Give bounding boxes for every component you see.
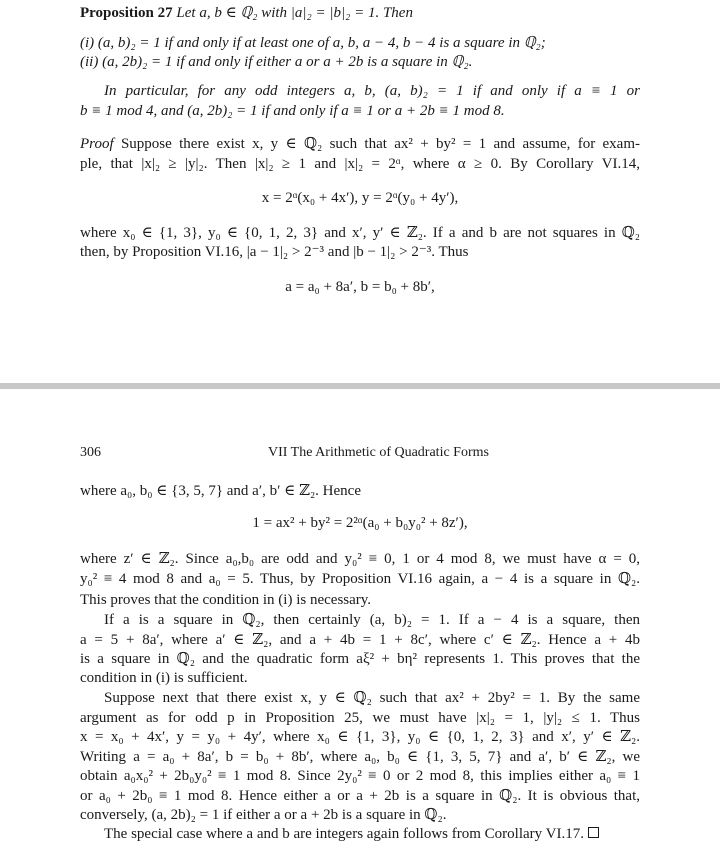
line-text-segment: Proposition 27 xyxy=(80,5,173,21)
bottom-line-14 xyxy=(80,787,640,806)
bottom-line-1 xyxy=(80,482,640,501)
line-text-segment: Writing a = a₀ + 8a′, b = b₀ + 8b′, where a₀, b₀ ∈ {1, 3, 5, 7} and a′, b′ ∈ ℤ₂, we xyxy=(80,749,640,765)
proposition-part-ii xyxy=(80,53,640,72)
line-text-segment: x = 2ᵅ(x₀ + 4x′), y = 2ᵅ(y₀ + 4y′), xyxy=(261,190,459,206)
proof-line-3 xyxy=(80,224,640,243)
proof-line-1 xyxy=(80,135,640,154)
running-title: VII The Arithmetic of Quadratic Forms xyxy=(268,445,489,460)
top-page xyxy=(0,0,720,383)
line-text-segment: conversely, (a, 2b)₂ = 1 if either a or a + 2b is a square in ℚ₂. xyxy=(80,807,447,823)
line-text-segment: Suppose there exist x, y ∈ ℚ₂ such that ax² + by² = 1 and assume, for exam- xyxy=(113,136,640,152)
bottom-equation xyxy=(80,514,640,533)
line-text-segment: a = 5 + 8a′, where a′ ∈ ℤ₂, and a + 4b = 1 + 8c′, where c′ ∈ ℤ₂. Hence a + 4b xyxy=(80,632,640,648)
proposition-heading xyxy=(80,4,640,23)
bottom-line-7 xyxy=(80,650,640,669)
line-text-segment: a = a₀ + 8a′, b = b₀ + 8b′, xyxy=(285,279,435,295)
line-text-segment: (ii) (a, 2b)₂ = 1 if and only if either a or a + 2b is a square in ℚ₂. xyxy=(80,54,473,70)
line-text-segment: 1 = ax² + by² = 2²ᵅ(a₀ + b₀y₀² + 8z′), xyxy=(252,515,468,531)
line-text-segment: where x₀ ∈ {1, 3}, y₀ ∈ {0, 1, 2, 3} and x′, y′ ∈ ℤ₂. If a and b are not squares in ℚ₂ xyxy=(80,225,640,241)
bottom-line-15 xyxy=(80,806,640,825)
bottom-line-5 xyxy=(80,611,640,630)
proof-line-2 xyxy=(80,155,640,174)
line-text-segment: The special case where a and b are integers again follows from Corollary VI.17. xyxy=(104,826,584,842)
bottom-line-9 xyxy=(80,689,640,708)
proof-line-4 xyxy=(80,243,640,262)
line-text-segment: where z′ ∈ ℤ₂. Since a₀,b₀ are odd and y₀² ≡ 0, 1 or 4 mod 8, we must have α = 0, xyxy=(80,551,640,567)
proposition-part-i xyxy=(80,34,640,53)
line-text-segment: If a is a square in ℚ₂, then certainly (a, b)₂ = 1. If a − 4 is a square, then xyxy=(104,612,640,628)
line-text-segment: b ≡ 1 mod 4, and (a, 2b)₂ = 1 if and only if a ≡ 1 or a + 2b ≡ 1 mod 8. xyxy=(80,103,505,119)
equation-x-y xyxy=(80,189,640,208)
bottom-line-3 xyxy=(80,570,640,589)
particular-case-line-2 xyxy=(80,102,640,121)
bottom-line-12 xyxy=(80,748,640,767)
line-text-segment: ple, that |x|₂ ≥ |y|₂. Then |x|₂ ≥ 1 and |x|₂ = 2ᵅ, where α ≥ 0. By Corollary VI.14, xyxy=(80,156,640,172)
line-text-segment: This proves that the condition in (i) is necessary. xyxy=(80,592,372,608)
bottom-line-13 xyxy=(80,767,640,786)
line-text-segment: In particular, for any odd integers a, b, (a, b)₂ = 1 if and only if a ≡ 1 or xyxy=(104,83,640,99)
line-text-segment: or a₀ + 2b₀ ≡ 1 mod 8. Hence either a or a + 2b is a square in ℚ₂. It is obvious that, xyxy=(80,788,640,804)
line-text-segment: Proof xyxy=(80,136,114,152)
line-text-segment: Suppose next that there exist x, y ∈ ℚ₂ such that ax² + 2by² = 1. By the same xyxy=(104,690,640,706)
line-text-segment: x = x₀ + 4x′, y = y₀ + 4y′, where x₀ ∈ {1, 3}, y₀ ∈ {0, 1, 2, 3} and x′, y′ ∈ ℤ₂. xyxy=(80,729,640,745)
bottom-line-8 xyxy=(80,669,640,688)
line-text-segment: Let a, b ∈ ℚ₂ with |a|₂ = |b|₂ = 1. Then xyxy=(172,5,413,21)
qed-square-icon xyxy=(588,827,599,838)
line-text-segment: then, by Proposition VI.16, |a − 1|₂ > 2⁻³ and |b − 1|₂ > 2⁻³. Thus xyxy=(80,244,469,260)
line-text-segment: condition in (i) is sufficient. xyxy=(80,670,248,686)
bottom-line-2 xyxy=(80,550,640,569)
bottom-line-4 xyxy=(80,591,640,610)
equation-a-b xyxy=(80,278,640,297)
page-number: 306 xyxy=(80,445,101,460)
bottom-line-10 xyxy=(80,709,640,728)
line-text-segment: is a square in ℚ₂ and the quadratic form aξ² + bη² represents 1. This proves that the xyxy=(80,651,640,667)
line-text-segment: y₀² ≡ 4 mod 8 and a₀ = 5. Thus, by Proposition VI.16 again, a − 4 is a square in ℚ₂. xyxy=(80,571,640,587)
bottom-line-16 xyxy=(80,825,640,844)
line-text-segment: where a₀, b₀ ∈ {3, 5, 7} and a′, b′ ∈ ℤ₂. Hence xyxy=(80,483,361,499)
bottom-page xyxy=(0,389,720,853)
bottom-line-6 xyxy=(80,631,640,650)
line-text-segment: obtain a₀x₀² + 2b₀y₀² ≡ 1 mod 8. Since 2y₀² ≡ 0 or 2 mod 8, this implies either a₀ ≡ 1 xyxy=(80,768,640,784)
line-text-segment: (i) (a, b)₂ = 1 if and only if at least one of a, b, a − 4, b − 4 is a square in ℚ₂; xyxy=(80,35,546,51)
bottom-line-11 xyxy=(80,728,640,747)
line-text-segment: argument as for odd p in Proposition 25, we must have |x|₂ = 1, |y|₂ ≤ 1. Thus xyxy=(80,710,640,726)
particular-case-line-1 xyxy=(80,82,640,101)
